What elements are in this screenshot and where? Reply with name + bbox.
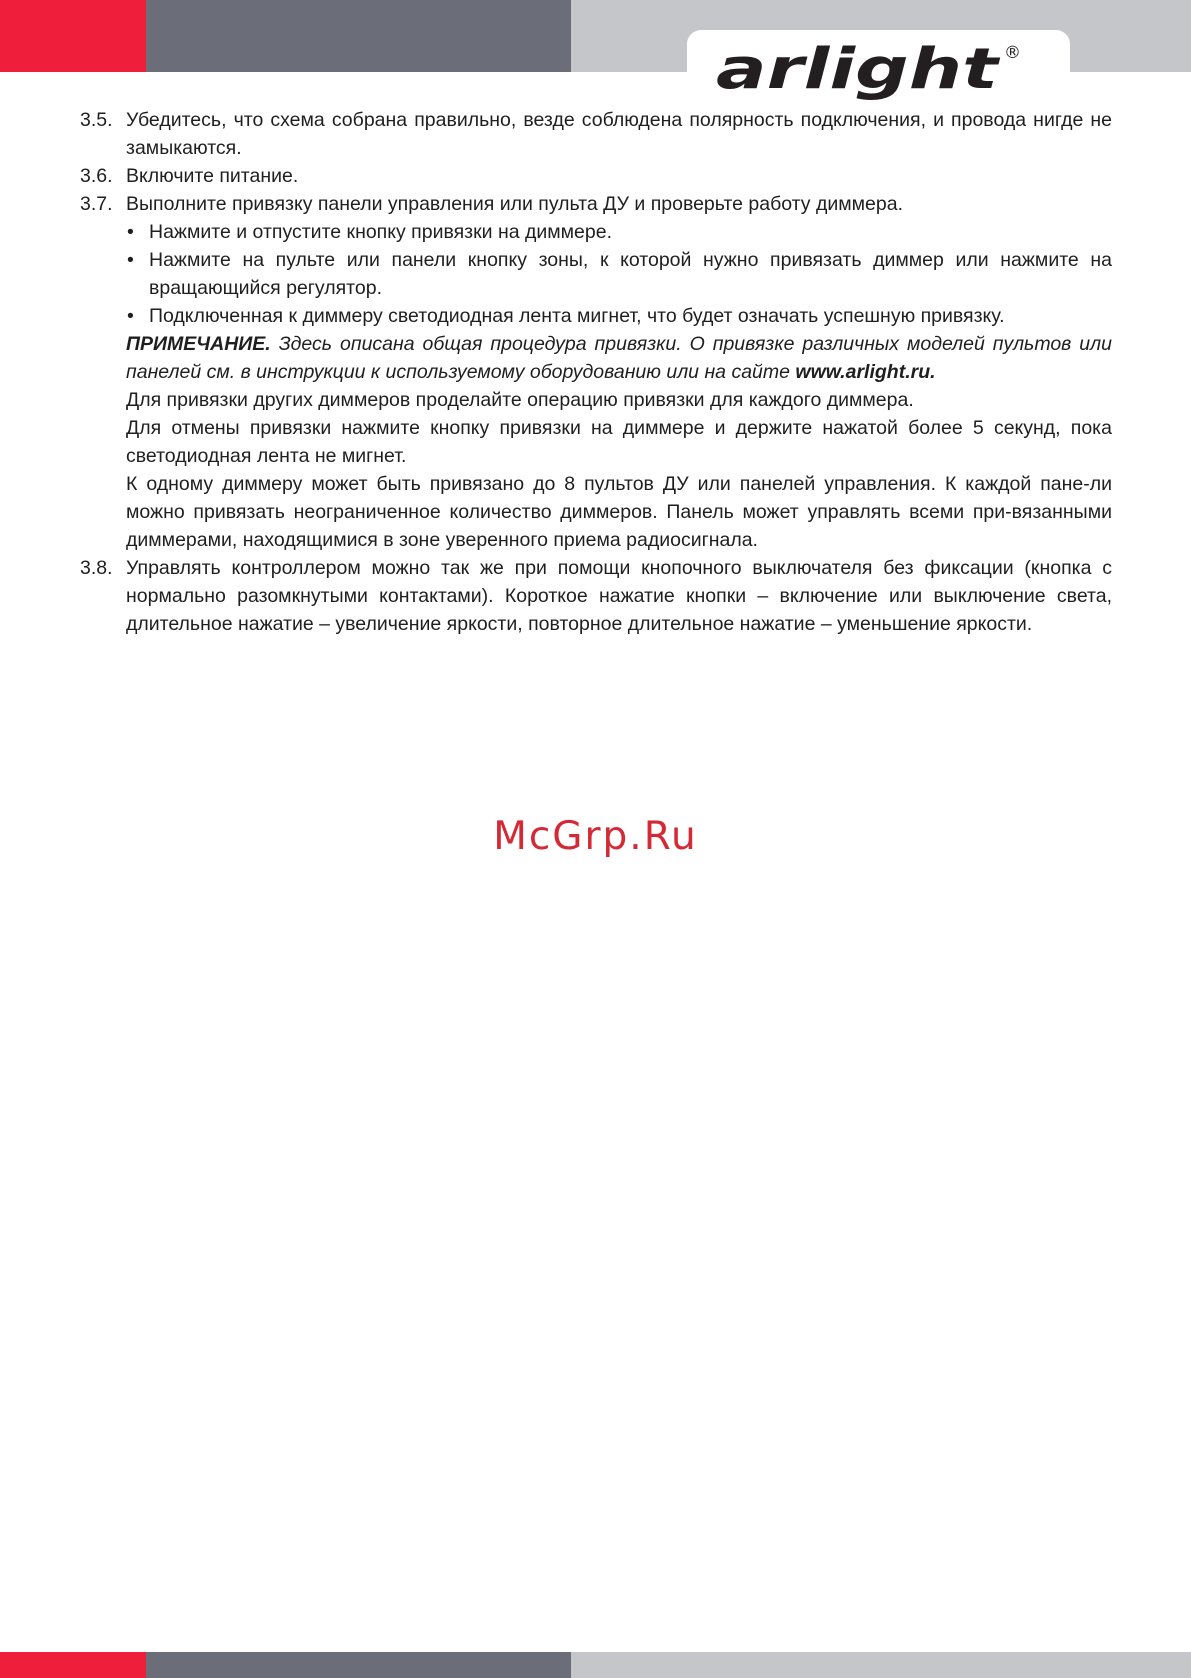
website-link[interactable]: www.arlight.ru. <box>795 361 936 383</box>
section-number: 3.8. <box>80 557 113 579</box>
section-number: 3.7. <box>80 193 113 215</box>
light-gray-stripe <box>571 1652 1191 1678</box>
paragraph: К одному диммеру может быть привязано до 8 пультов ДУ или панелей управления. К каждой пане-ли можно привязать неограниченное количество диммеров. Панель может управлять всеми при-вязанными диммерами, находящимися в зоне уверенного приема радиосигнала. <box>126 473 1112 551</box>
section-number: 3.5. <box>80 109 113 131</box>
section-text: Управлять контроллером можно так же при помощи кнопочного выключателя без фиксации (кнопка с нормально разомкнутыми контактами). Короткое нажатие кнопки – включение или выключение света, длительное нажатие – увеличение яркости, повторное длительное нажатие – уменьшение яркости. <box>126 557 1112 635</box>
bullet-item <box>80 246 1112 302</box>
instructions-body <box>80 106 1112 638</box>
paragraph: Для отмены привязки нажмите кнопку привязки на диммере и держите нажатой более 5 секунд, пока светодиодная лента не мигнет. <box>126 417 1112 467</box>
paragraph: Для привязки других диммеров проделайте операцию привязки для каждого диммера. <box>126 389 914 411</box>
brand-wordmark: arlight <box>716 44 1001 102</box>
dark-gray-stripe <box>146 0 571 72</box>
note-text: Здесь описана общая процедура привязки. О привязке различных моделей пультов или панелей см. в инструкции к используемому оборудованию или на сайте <box>126 333 1112 383</box>
bullet-text: Нажмите и отпустите кнопку привязки на диммере. <box>149 221 613 243</box>
section-3-5 <box>80 106 1112 162</box>
registered-mark: ® <box>1004 44 1021 63</box>
arlight-logo <box>716 44 1036 104</box>
bullet-item <box>80 302 1112 330</box>
red-stripe <box>0 0 146 72</box>
section-text: Убедитесь, что схема собрана правильно, везде соблюдена полярность подключения, и провода нигде не замыкаются. <box>126 109 1112 159</box>
watermark: McGrp.Ru <box>493 814 698 859</box>
section-text: Выполните привязку панели управления или пульта ДУ и проверьте работу диммера. <box>126 193 904 215</box>
section-text: Включите питание. <box>126 165 299 187</box>
bullet-icon: • <box>127 305 134 327</box>
section-3-8 <box>80 554 1112 638</box>
note <box>80 330 1112 386</box>
section-3-7 <box>80 190 1112 218</box>
bullet-text: Нажмите на пульте или панели кнопку зоны, к которой нужно привязать диммер или нажмите на вращающийся регулятор. <box>149 249 1112 299</box>
section-number: 3.6. <box>80 165 113 187</box>
section-3-6 <box>80 162 1112 190</box>
note-label: ПРИМЕЧАНИЕ. <box>126 333 271 355</box>
dark-gray-stripe <box>146 1652 571 1678</box>
bottom-color-band <box>0 1652 1191 1678</box>
bullet-text: Подключенная к диммеру светодиодная лента мигнет, что будет означать успешную привязку. <box>149 305 1005 327</box>
bullet-item <box>80 218 1112 246</box>
bullet-icon: • <box>127 221 134 243</box>
bullet-icon: • <box>127 249 134 271</box>
red-stripe <box>0 1652 146 1678</box>
